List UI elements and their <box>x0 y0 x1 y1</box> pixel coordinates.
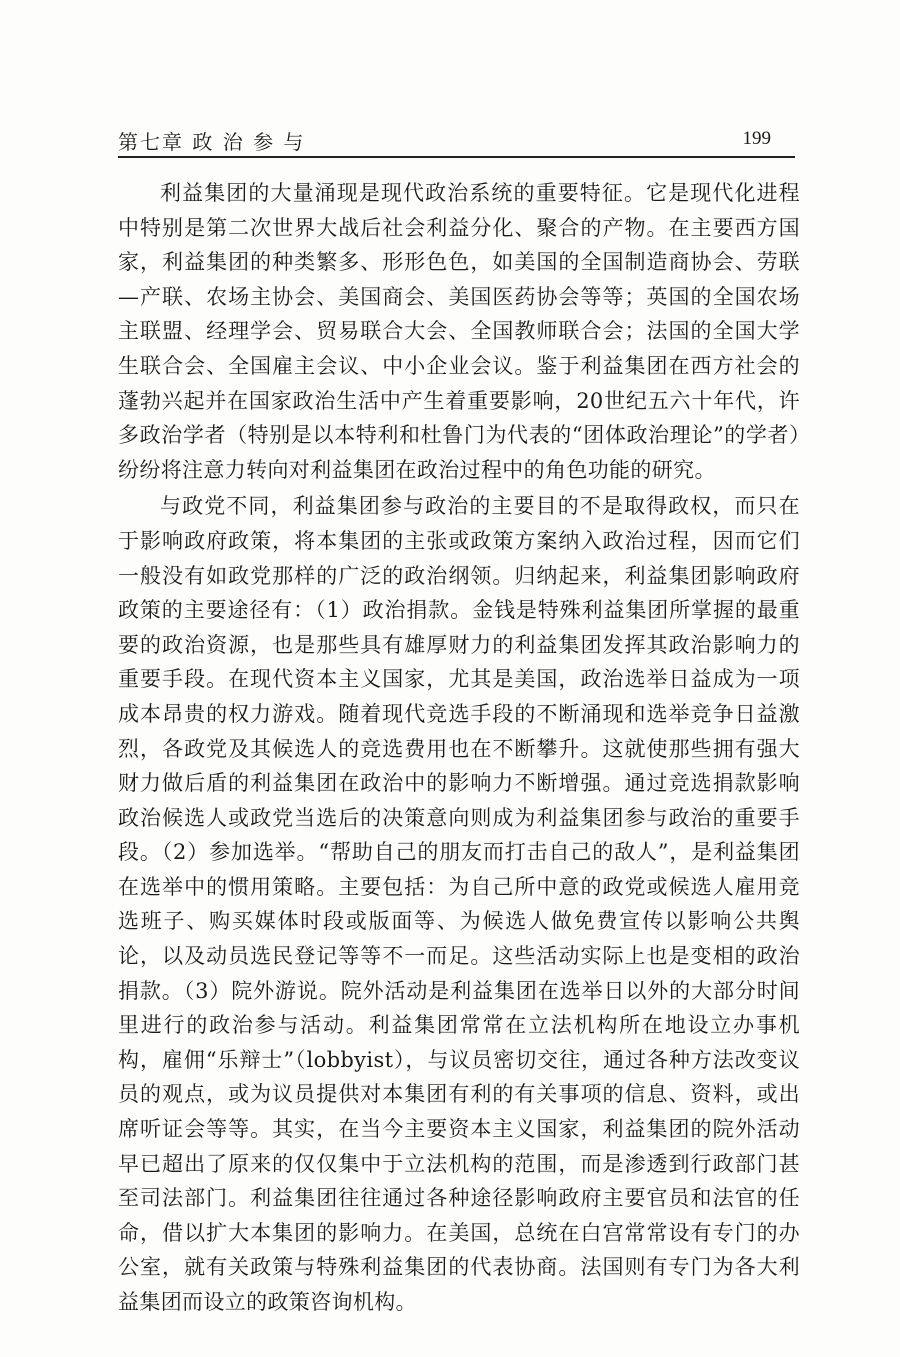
body-text <box>118 176 800 1320</box>
paragraph-1: 利益集团的大量涌现是现代政治系统的重要特征。它是现代化进程中特别是第二次世界大战后社会利益分化、聚合的产物。在主要西方国家，利益集团的种类繁多、形形色色，如美国的全国制造商协会、劳联—产联、农场主协会、美国商会、美国医药协会等等；英国的全国农场主联盟、经理学会、贸易联合大会、全国教师联合会；法国的全国大学生联合会、全国雇主会议、中小企业会议。鉴于利益集团在西方社会的蓬勃兴起并在国家政治生活中产生着重要影响，20世纪五六十年代，许多政治学者（特别是以本特利和杜鲁门为代表的“团体政治理论”的学者）纷纷将注意力转向对利益集团在政治过程中的角色功能的研究。 <box>118 181 800 482</box>
page-number: 199 <box>742 128 771 149</box>
paragraph-2: 与政党不同，利益集团参与政治的主要目的不是取得政权，而只在于影响政府政策，将本集团的主张或政策方案纳入政治过程，因而它们一般没有如政党那样的广泛的政治纲领。归纳起来，利益集团影响政府政策的主要途径有：（1）政治捐款。金钱是特殊利益集团所掌握的最重要的政治资源，也是那些具有雄厚财力的利益集团发挥其政治影响力的重要手段。在现代资本主义国家，尤其是美国，政治选举日益成为一项成本昂贵的权力游戏。随着现代竞选手段的不断涌现和选举竞争日益激烈，各政党及其候选人的竞选费用也在不断攀升。这就使那些拥有强大财力做后盾的利益集团在政治中的影响力不断增强。通过竞选捐款影响政治候选人或政党当选后的决策意向则成为利益集团参与政治的重要手段。（2）参加选举。“帮助自己的朋友而打击自己的敌人”，是利益集团在选举中的惯用策略。主要包括：为自己所中意的政党或候选人雇用竞选班子、购买媒体时段或版面等、为候选人做免费宣传以影响公共舆论，以及动员选民登记等等不一而足。这些活动实际上也是变相的政治捐款。（3）院外游说。院外活动是利益集团在选举日以外的大部分时间里进行的政治参与活动。利益集团常常在立法机构所在地设立办事机构，雇佣“乐辩士”（lobbyist），与议员密切交往，通过各种方法改变议员的观点，或为议员提供对本集团有利的有关事项的信息、资料，或出席听证会等等。其实，在当今主要资本主义国家，利益集团的院外活动早已超出了原来的仅仅集中于立法机构的范围，而是渗透到行政部门甚至司法部门。利益集团往往通过各种途径影响政府主要官员和法官的任命，借以扩大本集团的影响力。在美国，总统在白宫常常设有专门的办公室，就有关政策与特殊利益集团的代表协商。法国则有专门为各大利益集团而设立的政策咨询机构。 <box>118 494 800 1314</box>
running-head <box>118 126 795 156</box>
header-rule <box>118 156 795 158</box>
chapter-title: 第七章 政 治 参 与 <box>118 130 306 154</box>
